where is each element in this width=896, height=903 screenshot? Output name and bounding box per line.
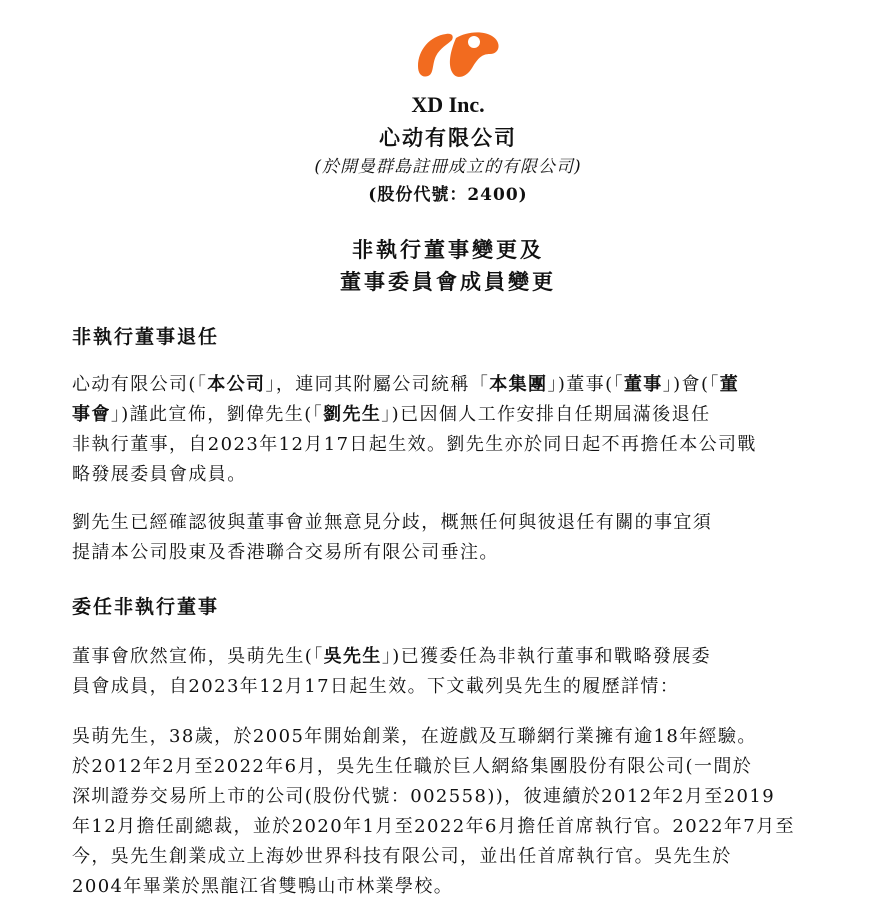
paragraph-line: 吳萌先生，38歲，於2005年開始創業，在遊戲及互聯網行業擁有逾18年經驗。 <box>72 726 757 747</box>
paragraph-line: 員會成員，自2023年12月17日起生效。下文載列吳先生的履歷詳情： <box>72 676 680 697</box>
paragraph-line: 提請本公司股東及香港聯合交易所有限公司垂注。 <box>72 542 499 563</box>
paragraph-line: 深圳證券交易所上市的公司(股份代號：002558))，彼連續於2012年2月至2019 <box>72 786 776 807</box>
paragraph-line: 年12月擔任副總裁，並於2020年1月至2022年6月擔任首席執行官。2022年7月至 <box>72 816 795 837</box>
paragraph-line: 今，吳先生創業成立上海妙世界科技有限公司，並出任首席執行官。吳先生於 <box>72 846 732 867</box>
retirement-paragraph <box>72 370 844 490</box>
stock-code: (股份代號：2400) <box>368 185 528 205</box>
incorporation-note: (於開曼群島註冊成立的有限公司) <box>314 157 582 177</box>
appointment-paragraph <box>72 642 844 702</box>
section-heading-appointment: 委任非執行董事 <box>72 596 220 618</box>
no-disagreement-paragraph <box>72 508 844 568</box>
paragraph-line: 心动有限公司(「本公司」，連同其附屬公司統稱「本集團」)董事(「董事」)會(「董 <box>72 374 740 395</box>
section-heading-retirement: 非執行董事退任 <box>72 326 220 348</box>
announcement-title-line2: 董事委員會成員變更 <box>340 269 556 294</box>
biography-paragraph <box>72 722 844 902</box>
company-name-en: XD Inc. <box>411 92 485 117</box>
paragraph-line: 劉先生已經確認彼與董事會並無意見分歧，概無任何與彼退任有關的事宜須 <box>72 512 713 533</box>
paragraph-line: 非執行董事，自2023年12月17日起生效。劉先生亦於同日起不再擔任本公司戰 <box>72 434 757 455</box>
paragraph-line: 略發展委員會成員。 <box>72 464 247 485</box>
xd-logo-icon <box>412 28 504 84</box>
announcement-title-line1: 非執行董事變更及 <box>352 237 544 262</box>
paragraph-line: 於2012年2月至2022年6月，吳先生任職於巨人網絡集團股份有限公司(一間於 <box>72 756 753 777</box>
paragraph-line: 2004年畢業於黑龍江省雙鴨山市林業學校。 <box>72 876 454 897</box>
company-name-cn: 心动有限公司 <box>379 125 517 150</box>
paragraph-line: 事會」)謹此宣佈，劉偉先生(「劉先生」)已因個人工作安排自任期屆滿後退任 <box>72 404 711 425</box>
paragraph-line: 董事會欣然宣佈，吳萌先生(「吳先生」)已獲委任為非執行董事和戰略發展委 <box>72 646 712 667</box>
